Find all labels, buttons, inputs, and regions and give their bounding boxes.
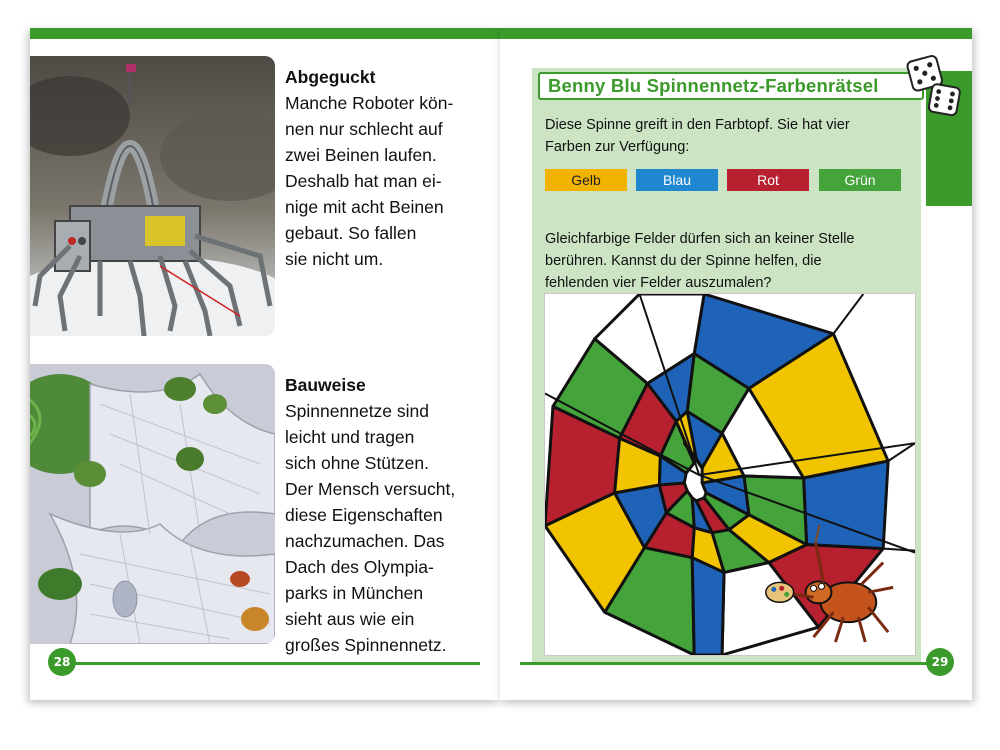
left-page [30, 28, 500, 700]
text-line: gebaut. So fallen [285, 223, 417, 243]
text-line: Der Mensch versucht, [285, 479, 456, 499]
color-chip-blau: Blau [636, 169, 718, 191]
task-line: fehlenden vier Felder auszumalen? [545, 275, 772, 291]
text-line: zwei Beinen laufen. [285, 145, 437, 165]
text-line: Dach des Olympia- [285, 557, 434, 577]
puzzle-task [545, 228, 915, 294]
text-line: sie nicht um. [285, 249, 384, 269]
page-number-right: 29 [926, 648, 954, 676]
intro-line: Farben zur Verfügung: [545, 139, 690, 155]
color-chip-gruen: Grün [819, 169, 901, 191]
text-line: nen nur schlecht auf [285, 119, 443, 139]
text-line: parks in München [285, 583, 424, 603]
color-chips [545, 169, 901, 191]
section-abgeguckt [285, 64, 485, 272]
page-number-left: 28 [48, 648, 76, 676]
section-bauweise [285, 372, 485, 658]
text-line: Spinnennetze sind [285, 401, 429, 421]
text-line: sieht aus wie ein [285, 609, 415, 629]
task-line: berühren. Kannst du der Spinne helfen, die [545, 253, 822, 269]
dice-icon [906, 52, 966, 122]
section-heading: Bauweise [285, 375, 366, 395]
text-line: nachzumachen. Das [285, 531, 445, 551]
olympiapark-roof-photo [30, 364, 275, 644]
task-line: Gleichfarbige Felder dürfen sich an keiner Stelle [545, 231, 855, 247]
puzzle-intro [545, 114, 915, 158]
color-chip-gelb: Gelb [545, 169, 627, 191]
text-line: Manche Roboter kön- [285, 93, 454, 113]
intro-line: Diese Spinne greift in den Farbtopf. Sie hat vier [545, 117, 850, 133]
right-page [500, 28, 972, 700]
text-line: großes Spinnennetz. [285, 635, 447, 655]
right-top-bar [500, 28, 972, 39]
section-heading: Abgeguckt [285, 67, 376, 87]
puzzle-title-box [538, 72, 924, 100]
spider-web-puzzle [544, 293, 916, 656]
text-line: leicht und tragen [285, 427, 415, 447]
puzzle-title: Benny Blu Spinnennetz-Farbenrätsel [548, 75, 879, 96]
right-bottom-rule [520, 662, 928, 665]
text-line: sich ohne Stützen. [285, 453, 429, 473]
text-line: diese Eigenschaften [285, 505, 443, 525]
text-line: nige mit acht Beinen [285, 197, 444, 217]
color-chip-rot: Rot [727, 169, 809, 191]
left-bottom-rule [66, 662, 480, 665]
robot-photo [30, 56, 275, 336]
left-top-bar [30, 28, 500, 39]
text-line: Deshalb hat man ei- [285, 171, 442, 191]
